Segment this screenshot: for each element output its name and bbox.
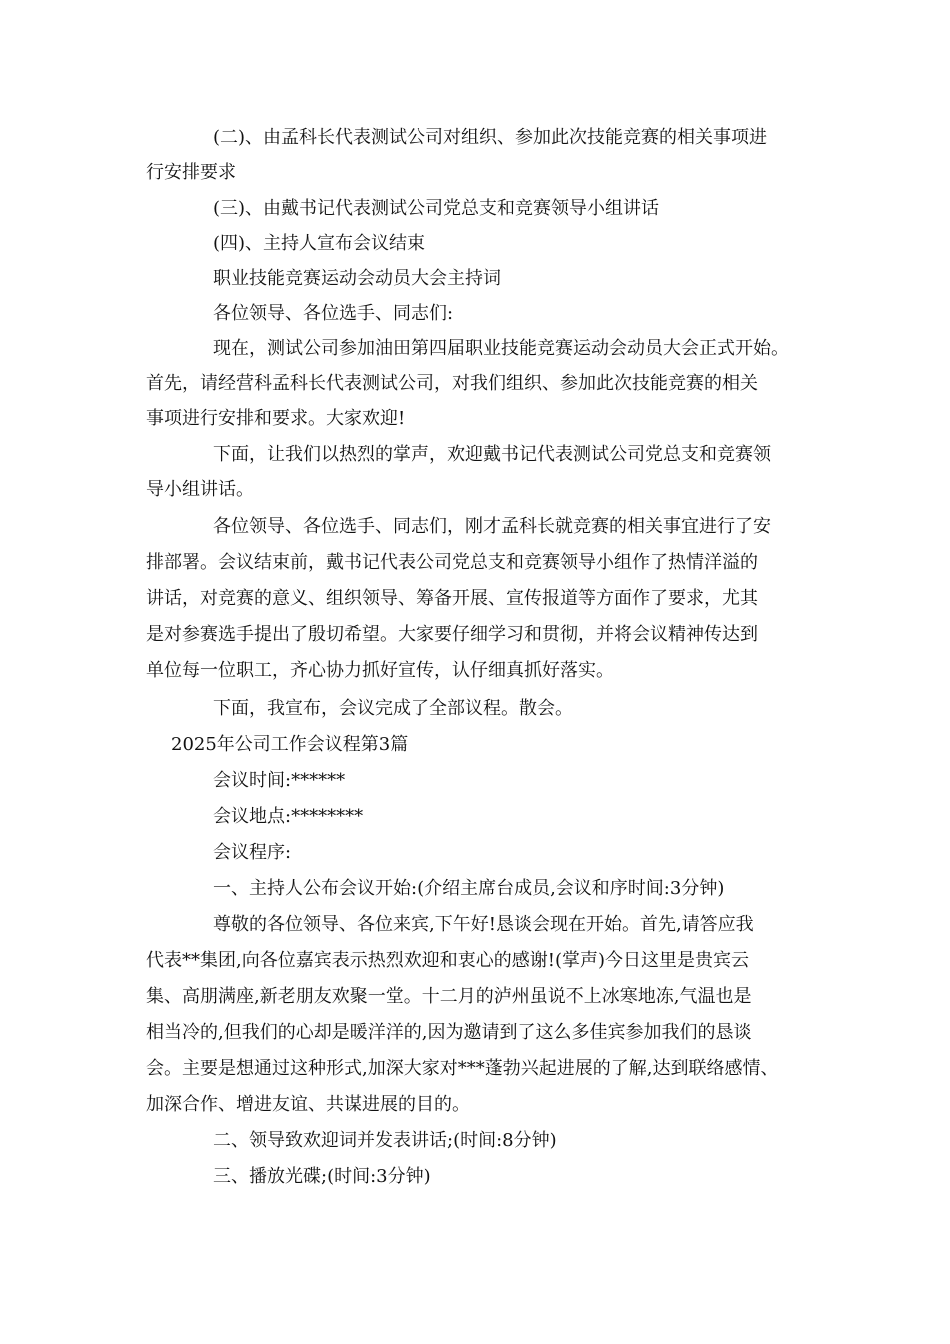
text-line: 讲话，对竞赛的意义、组织领导、筹备开展、宣传报道等方面作了要求，尤其 — [146, 588, 758, 609]
text-line: 下面，我宣布，会议完成了全部议程。散会。 — [213, 698, 573, 719]
agenda-item: 一、主持人公布会议开始:(介绍主席台成员,会议和序时间:3分钟) — [213, 878, 725, 899]
text-line: 加深合作、增进友谊、共谋进展的目的。 — [146, 1094, 470, 1115]
text-line: 会。主要是想通过这种形式,加深大家对***蓬勃兴起进展的了解,达到联络感情、 — [146, 1058, 779, 1079]
text-line: 是对参赛选手提出了殷切希望。大家要仔细学习和贯彻，并将会议精神传达到 — [146, 624, 758, 645]
text-line: (二)、由孟科长代表测试公司对组织、参加此次技能竞赛的相关事项进 — [213, 127, 768, 148]
text-line: 集、高朋满座,新老朋友欢聚一堂。十二月的泸州虽说不上冰寒地冻,气温也是 — [146, 986, 752, 1007]
agenda-item: 三、播放光碟;(时间:3分钟) — [213, 1166, 431, 1187]
text-line: 相当冷的,但我们的心却是暖洋洋的,因为邀请到了这么多佳宾参加我们的恳谈 — [146, 1022, 752, 1043]
text-line: 排部署。会议结束前，戴书记代表公司党总支和竞赛领导小组作了热情洋溢的 — [146, 552, 758, 573]
text-line: 各位领导、各位选手、同志们: — [213, 303, 454, 324]
agenda-item: 二、领导致欢迎词并发表讲话;(时间:8分钟) — [213, 1130, 557, 1151]
meeting-place: 会议地点:******** — [213, 806, 364, 827]
text-line: (四)、主持人宣布会议结束 — [213, 233, 426, 254]
text-line: 尊敬的各位领导、各位来宾,下午好!恳谈会现在开始。首先,请答应我 — [213, 914, 754, 935]
text-line: 代表**集团,向各位嘉宾表示热烈欢迎和衷心的感谢!(掌声)今日这里是贵宾云 — [146, 950, 749, 971]
text-line: 现在，测试公司参加油田第四届职业技能竞赛运动会动员大会正式开始。 — [213, 338, 789, 359]
text-line: 首先，请经营科孟科长代表测试公司，对我们组织、参加此次技能竞赛的相关 — [146, 373, 758, 394]
meeting-time: 会议时间:****** — [213, 770, 346, 791]
text-line: 下面，让我们以热烈的掌声，欢迎戴书记代表测试公司党总支和竞赛领 — [213, 444, 771, 465]
text-line: 单位每一位职工，齐心协力抓好宣传，认仔细真抓好落实。 — [146, 660, 614, 681]
text-line: 行安排要求 — [146, 162, 236, 183]
text-line: 事项进行安排和要求。大家欢迎! — [146, 408, 406, 429]
meeting-agenda-label: 会议程序: — [213, 842, 292, 863]
text-line: 各位领导、各位选手、同志们，刚才孟科长就竞赛的相关事宜进行了安 — [213, 516, 771, 537]
heading-line: 职业技能竞赛运动会动员大会主持词 — [213, 268, 501, 289]
text-line: 导小组讲话。 — [146, 479, 254, 500]
text-line: (三)、由戴书记代表测试公司党总支和竞赛领导小组讲话 — [213, 198, 660, 219]
section-heading: 2025年公司工作会议程第3篇 — [171, 734, 409, 755]
